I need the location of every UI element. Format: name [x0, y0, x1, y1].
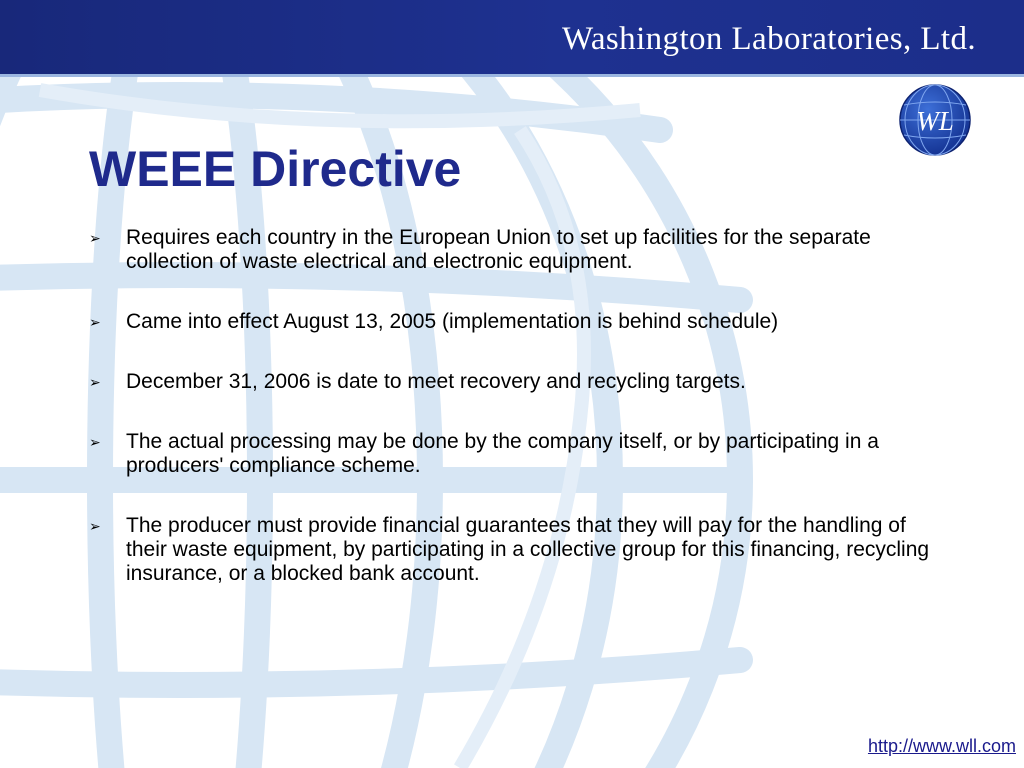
arrow-bullet-icon: ➢ — [89, 518, 101, 534]
arrow-bullet-icon: ➢ — [89, 374, 101, 390]
bullet-item — [89, 430, 949, 478]
bullet-text: Requires each country in the European Union to set up facilities for the separate collection of waste electrical and electronic equipment. — [126, 226, 871, 273]
bullet-item — [89, 514, 949, 586]
bullet-text: The actual processing may be done by the company itself, or by participating in a producers' compliance scheme. — [126, 430, 879, 477]
bullet-text: Came into effect August 13, 2005 (implementation is behind schedule) — [126, 310, 779, 333]
globe-logo-icon — [898, 83, 972, 157]
arrow-bullet-icon: ➢ — [89, 314, 101, 330]
bullet-text: December 31, 2006 is date to meet recovery and recycling targets. — [126, 370, 746, 393]
arrow-bullet-icon: ➢ — [89, 434, 101, 450]
bullet-list — [89, 226, 949, 622]
company-name: Washington Laboratories, Ltd. — [561, 21, 976, 57]
slide-title: WEEE Directive — [89, 141, 462, 197]
header-bar — [0, 0, 1024, 77]
bullet-item — [89, 226, 949, 274]
bullet-item — [89, 310, 949, 334]
bullet-text: The producer must provide financial guarantees that they will pay for the handling of their waste equipment, by participating in a collective group for this financing, recycling insurance, or a blocked bank account. — [126, 514, 930, 585]
website-link[interactable]: http://www.wll.com — [867, 736, 1016, 756]
arrow-bullet-icon: ➢ — [89, 230, 101, 246]
logo-text: WL — [916, 106, 954, 136]
bullet-item — [89, 370, 949, 394]
